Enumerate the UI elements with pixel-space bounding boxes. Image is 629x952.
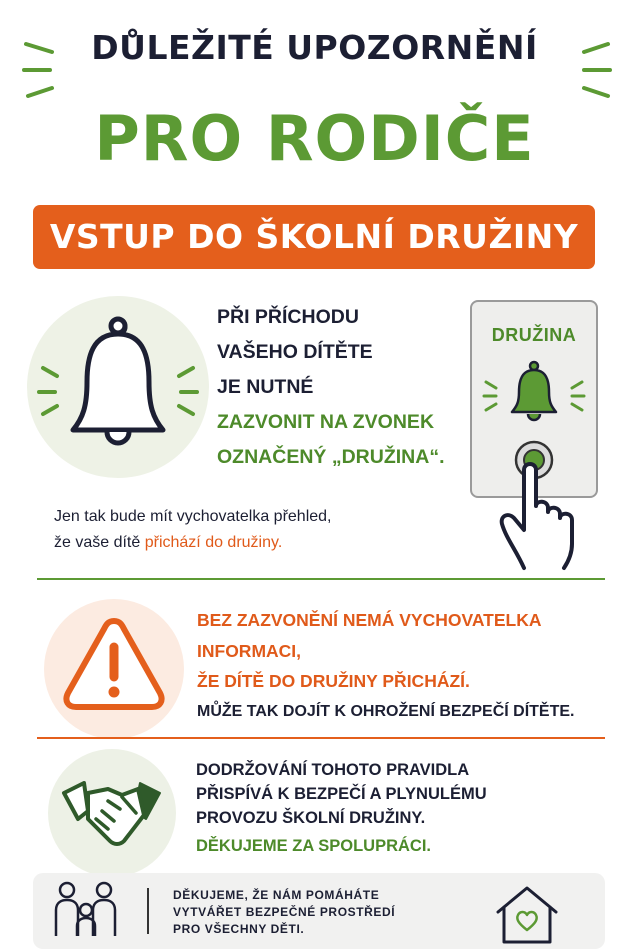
note-line-2-highlight: přichází do družiny.: [144, 534, 283, 551]
family-icon: [52, 880, 122, 940]
footer-line-1: DĚKUJEME, ŽE NÁM POMÁHÁTE: [173, 888, 380, 902]
warning-line-1: BEZ ZAZVONĚNÍ NEMÁ VYCHOVATELKA: [197, 610, 542, 630]
cooperation-line-3: PROVOZU ŠKOLNÍ DRUŽINY.: [196, 809, 426, 827]
banner-entry-to-after-school: VSTUP DO ŠKOLNÍ DRUŽINY: [33, 205, 595, 269]
footer-divider: [147, 888, 149, 934]
warning-line-4: MŮŽE TAK DOJÍT K OHROŽENÍ BEZPEČÍ DÍTĚTE.: [197, 703, 575, 720]
headline-important-notice: DŮLEŽITÉ UPOZORNĚNÍ: [91, 28, 538, 67]
section-divider-green: [37, 578, 605, 580]
instruction-line-2: VAŠEHO DÍTĚTE: [217, 341, 373, 363]
note-line-2-prefix: že vaše dítě: [54, 534, 145, 551]
headline-for-parents: PRO RODIČE: [94, 102, 535, 175]
instruction-line-5: OZNAČENÝ „DRUŽINA“.: [217, 446, 445, 468]
footer-line-2: VYTVÁŘET BEZPEČNÉ PROSTŘEDÍ: [173, 905, 396, 919]
warning-line-3: ŽE DÍTĚ DO DRUŽINY PŘICHÁZÍ.: [197, 671, 470, 691]
home-heart-icon: [492, 882, 562, 946]
bell-icon: [27, 296, 209, 478]
pointing-hand-icon: [494, 452, 604, 572]
cooperation-line-2: PŘISPÍVÁ K BEZPEČÍ A PLYNULÉMU: [196, 785, 487, 803]
warning-line-2: INFORMACI,: [197, 641, 302, 661]
warning-icon: [44, 599, 184, 739]
instruction-line-1: PŘI PŘÍCHODU: [217, 306, 359, 328]
instruction-line-4: ZAZVONIT NA ZVONEK: [217, 411, 435, 433]
doorbell-label: DRUŽINA: [491, 325, 577, 345]
cooperation-line-4: DĚKUJEME ZA SPOLUPRÁCI.: [196, 837, 431, 855]
instruction-line-3: JE NUTNÉ: [217, 376, 314, 398]
cooperation-line-1: DODRŽOVÁNÍ TOHOTO PRAVIDLA: [196, 761, 470, 779]
section-divider-orange: [37, 737, 605, 739]
note-line-1: Jen tak bude mít vychovatelka přehled,: [54, 508, 332, 525]
note-line-2: [54, 534, 282, 552]
footer-line-3: PRO VŠECHNY DĚTI.: [173, 922, 305, 936]
handshake-icon: [48, 749, 176, 877]
